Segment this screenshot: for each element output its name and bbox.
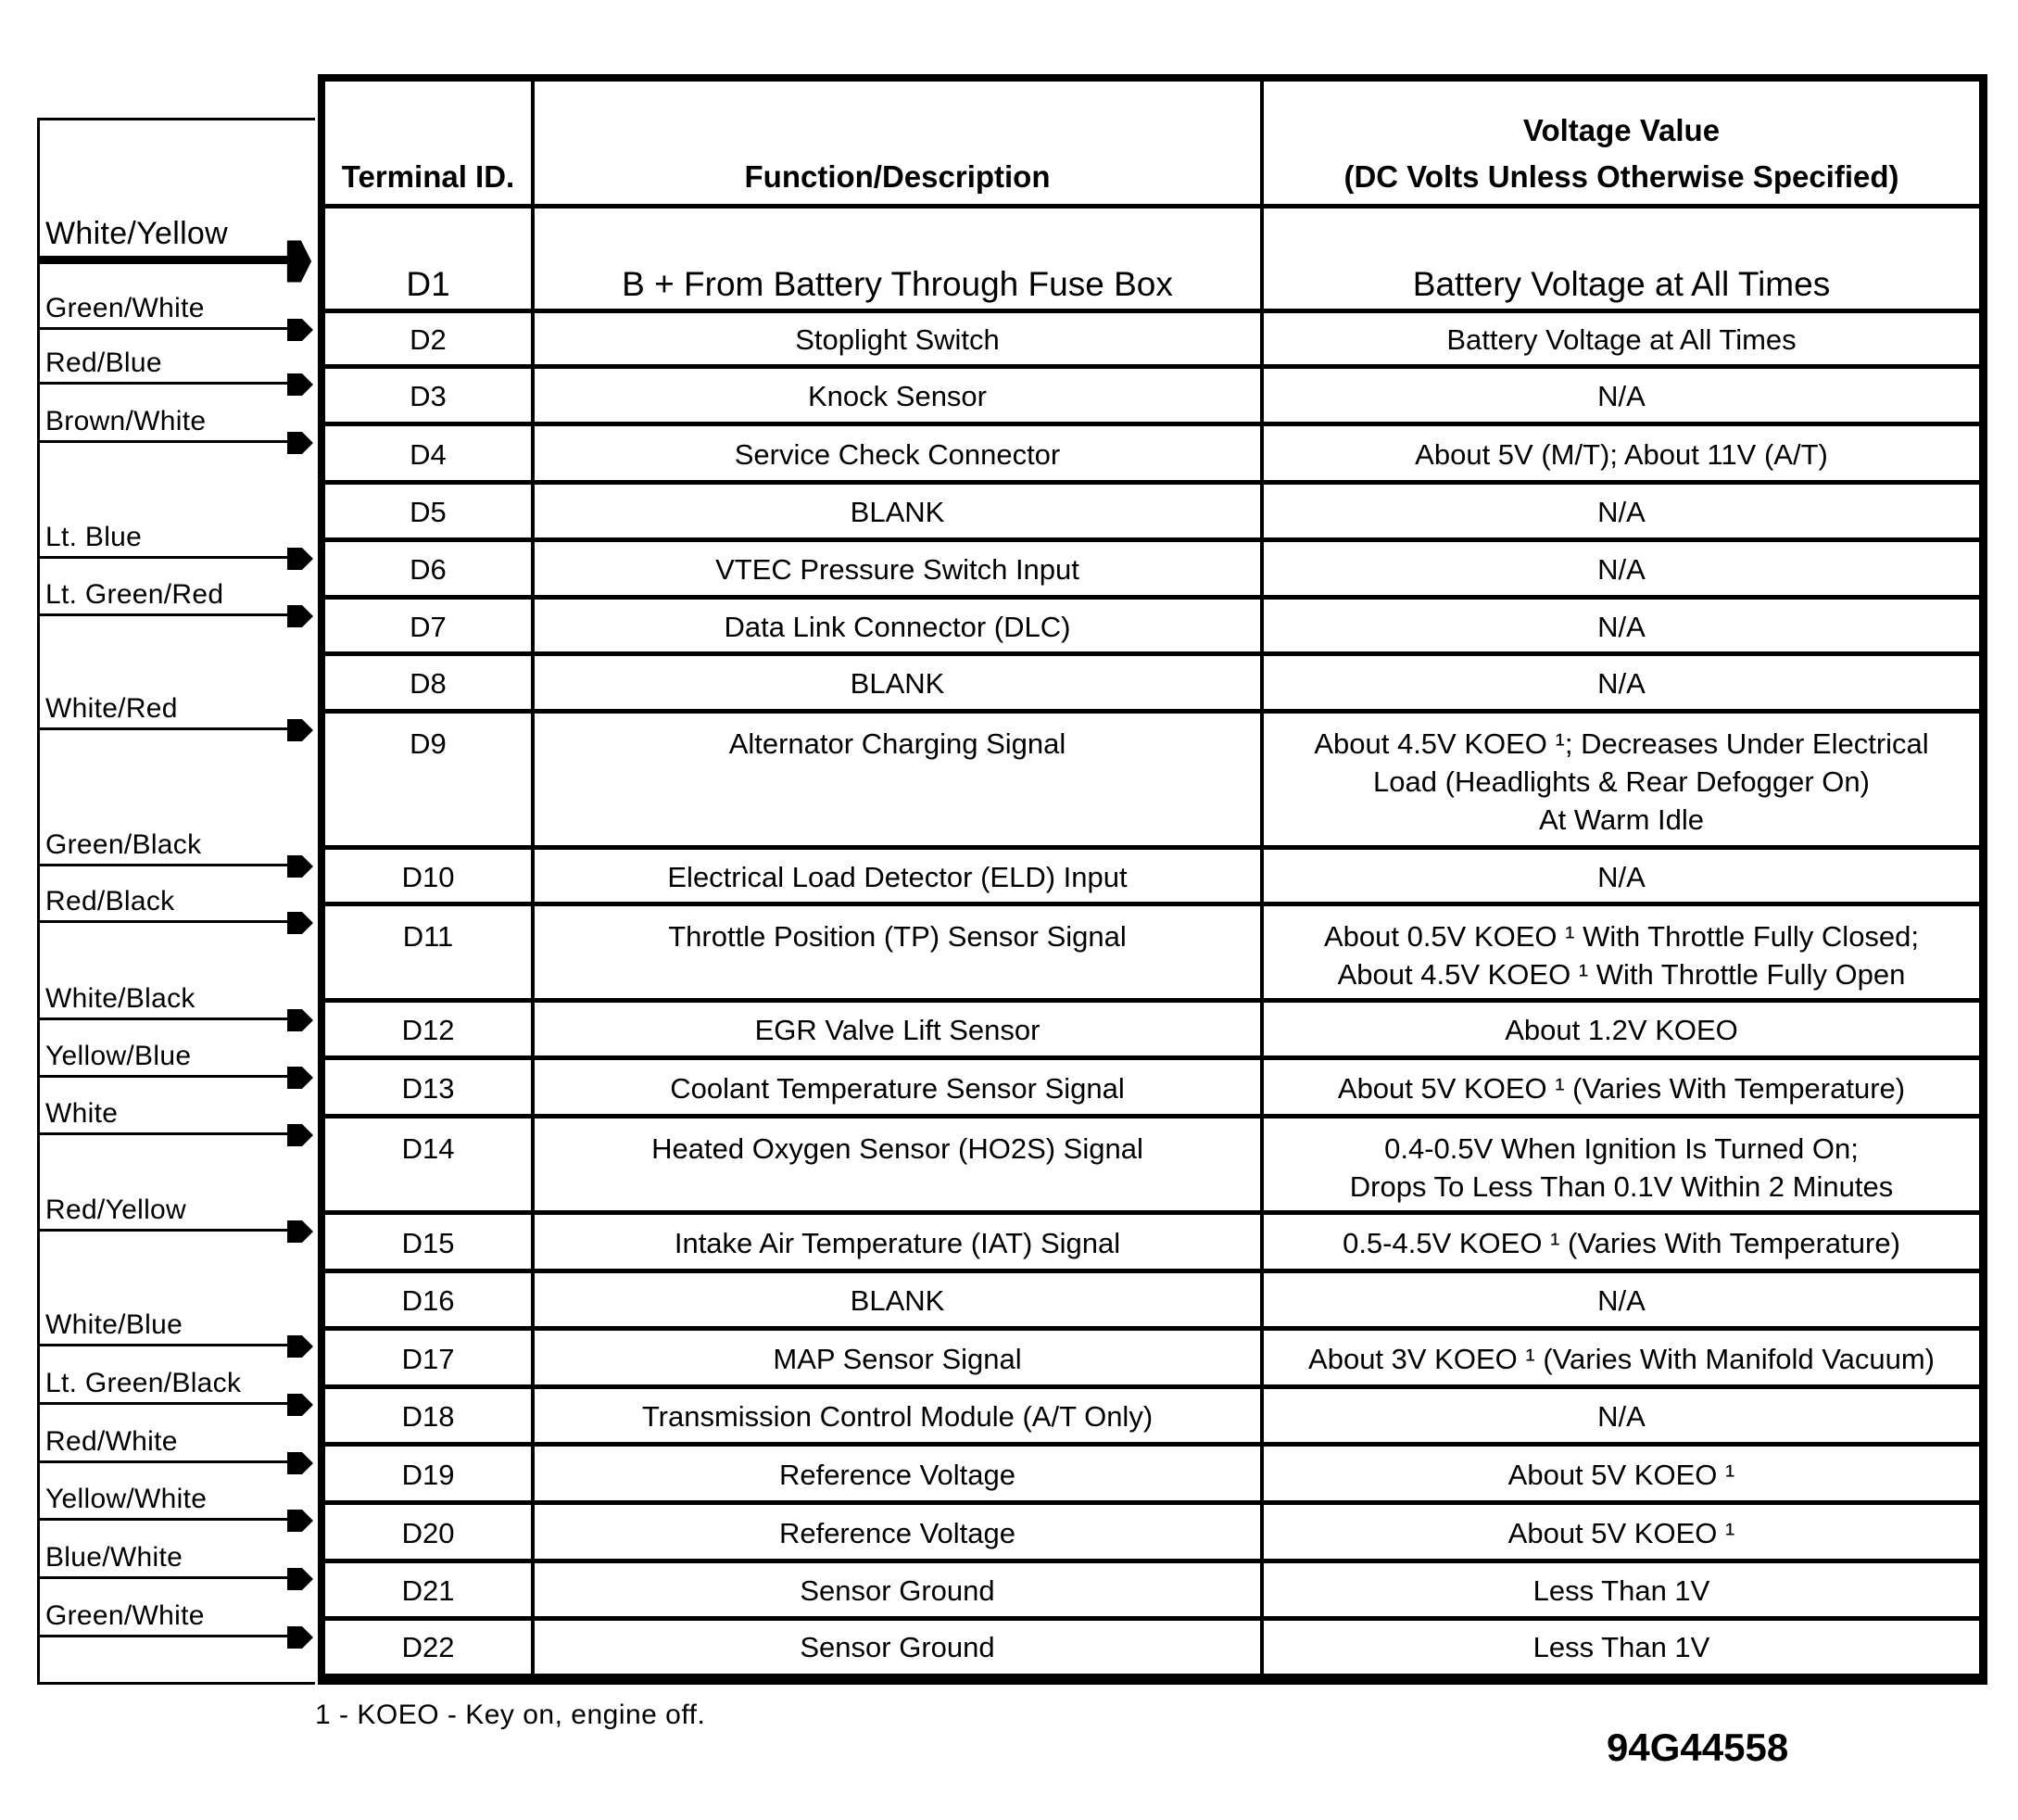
terminal-id-cell-text: D15 — [401, 1226, 455, 1259]
terminal-id-cell-text: D18 — [401, 1400, 455, 1433]
function-cell — [535, 1563, 1260, 1618]
terminal-id-cell — [325, 1389, 531, 1444]
wire-line — [37, 864, 287, 866]
voltage-cell — [1264, 1119, 1979, 1212]
terminal-id-cell — [325, 1273, 531, 1328]
wire-line — [37, 1518, 287, 1521]
voltage-cell — [1264, 600, 1979, 653]
terminal-id-cell-text: D14 — [401, 1132, 455, 1165]
wire-entry — [37, 1523, 292, 1579]
terminal-id-cell — [325, 850, 531, 904]
voltage-line: Load (Headlights & Rear Defogger On) — [1373, 765, 1870, 798]
function-cell — [535, 1389, 1260, 1444]
terminal-id-cell-text: D8 — [410, 667, 447, 700]
wire-entry — [37, 1349, 292, 1405]
voltage-line: About 4.5V KOEO ¹ With Throttle Fully Open — [1337, 958, 1906, 991]
function-cell-text: Intake Air Temperature (IAT) Signal — [674, 1226, 1121, 1259]
wire-line — [37, 256, 287, 264]
function-cell-text: Sensor Ground — [800, 1631, 995, 1663]
wire-line — [37, 440, 287, 443]
terminal-id-cell-text: D2 — [410, 323, 447, 356]
header-function-label: Function/Description — [744, 159, 1051, 194]
wire-line — [37, 613, 287, 616]
voltage-line: 0.4-0.5V When Ignition Is Turned On; — [1384, 1132, 1859, 1165]
voltage-cell-text: N/A — [1597, 860, 1646, 893]
wire-entry — [37, 1022, 292, 1078]
header-terminal-id — [325, 82, 531, 206]
terminal-id-cell-text: D20 — [401, 1516, 455, 1549]
terminal-id-cell-text: D16 — [401, 1284, 455, 1317]
function-cell-text: BLANK — [850, 667, 945, 700]
wire-color-label: Blue/White — [45, 1542, 183, 1573]
wire-line — [37, 727, 287, 730]
voltage-cell — [1264, 1273, 1979, 1328]
wire-line — [37, 1576, 287, 1579]
wire-line — [37, 1229, 287, 1232]
function-cell-text: MAP Sensor Signal — [773, 1342, 1022, 1375]
voltage-cell — [1264, 1215, 1979, 1270]
terminal-id-cell — [325, 313, 531, 366]
voltage-cell — [1264, 1447, 1979, 1502]
function-cell — [535, 369, 1260, 423]
footnote: 1 - KOEO - Key on, engine off. — [315, 1700, 706, 1730]
terminal-id-cell — [325, 1505, 531, 1561]
terminal-id-cell-text: D3 — [410, 380, 447, 412]
wire-color-label: Lt. Green/Red — [45, 579, 224, 610]
voltage-cell-text: N/A — [1597, 667, 1646, 700]
wire-entry — [37, 1291, 292, 1346]
function-cell — [535, 1215, 1260, 1270]
wire-color-label: Red/Yellow — [45, 1194, 186, 1225]
voltage-cell — [1264, 1621, 1979, 1674]
voltage-cell-text: N/A — [1597, 553, 1646, 586]
voltage-cell-text: N/A — [1597, 1284, 1646, 1317]
function-cell-text: Electrical Load Detector (ELD) Input — [667, 860, 1128, 893]
voltage-cell — [1264, 714, 1979, 847]
function-cell-text: Reference Voltage — [778, 1516, 1016, 1549]
voltage-cell — [1264, 1331, 1979, 1386]
function-cell — [535, 906, 1260, 1000]
voltage-cell-text: About 5V KOEO ¹ — [1507, 1516, 1735, 1549]
function-cell-text: Throttle Position (TP) Sensor Signal — [668, 920, 1127, 953]
wire-color-label: White/Blue — [45, 1309, 183, 1340]
wire-entry — [37, 206, 292, 261]
voltage-cell-text: Less Than 1V — [1532, 1631, 1710, 1663]
terminal-id-cell-text: D13 — [401, 1071, 455, 1105]
function-cell — [535, 1003, 1260, 1057]
function-cell-text: EGR Valve Lift Sensor — [754, 1014, 1041, 1046]
voltage-cell-text: N/A — [1597, 1400, 1646, 1433]
wire-entry — [37, 274, 292, 330]
terminal-id-cell — [325, 369, 531, 423]
function-cell-text: BLANK — [850, 496, 945, 528]
wire-color-label: White/Yellow — [45, 216, 228, 251]
terminal-id-cell-text: D22 — [401, 1631, 455, 1663]
voltage-cell-text: N/A — [1597, 496, 1646, 528]
terminal-id-cell-text: D7 — [410, 610, 447, 643]
wire-color-label: Brown/White — [45, 406, 207, 436]
terminal-id-cell-text: D9 — [410, 727, 447, 760]
function-cell-text: Alternator Charging Signal — [728, 727, 1066, 760]
function-cell-text: Sensor Ground — [800, 1574, 995, 1607]
terminal-id-cell-text: D10 — [401, 860, 455, 893]
function-cell-text: Knock Sensor — [808, 380, 987, 412]
wire-color-label: Green/White — [45, 293, 205, 323]
voltage-line: About 0.5V KOEO ¹ With Throttle Fully Closed; — [1323, 920, 1920, 953]
function-cell — [535, 600, 1260, 653]
function-cell — [535, 714, 1260, 847]
voltage-cell — [1264, 1060, 1979, 1116]
wire-entry — [37, 1176, 292, 1232]
wire-entry — [37, 675, 292, 730]
header-voltage-line2: (DC Volts Unless Otherwise Specified) — [1343, 159, 1899, 194]
function-cell — [535, 1119, 1260, 1212]
header-function — [535, 82, 1260, 206]
wire-line — [37, 1344, 287, 1346]
voltage-cell — [1264, 656, 1979, 711]
voltage-cell — [1264, 906, 1979, 1000]
wire-line — [37, 1402, 287, 1405]
terminal-id-cell — [325, 542, 531, 597]
wire-color-label: White/Red — [45, 693, 178, 724]
terminal-id-cell — [325, 906, 531, 1000]
terminal-id-cell-text: D12 — [401, 1014, 455, 1046]
wire-color-label: Yellow/Blue — [45, 1041, 192, 1071]
wire-color-label: Red/Blue — [45, 348, 162, 378]
header-voltage-line1: Voltage Value — [1522, 113, 1721, 147]
terminal-id-cell-text: D17 — [401, 1342, 455, 1375]
wire-entry — [37, 329, 292, 385]
terminal-id-cell — [325, 714, 531, 847]
voltage-cell-text: Battery Voltage at All Times — [1412, 265, 1831, 303]
voltage-cell-text: About 5V KOEO ¹ (Varies With Temperature) — [1337, 1071, 1906, 1105]
voltage-cell — [1264, 313, 1979, 366]
voltage-cell — [1264, 426, 1979, 482]
wire-color-label: Green/White — [45, 1600, 205, 1631]
wire-color-label: White — [45, 1098, 119, 1129]
terminal-table — [318, 74, 1987, 1685]
function-cell-text: B + From Battery Through Fuse Box — [622, 265, 1173, 303]
wire-line — [37, 1075, 287, 1078]
function-cell-text: BLANK — [850, 1284, 945, 1317]
voltage-cell-text: About 5V KOEO ¹ — [1507, 1458, 1735, 1491]
voltage-line: About 4.5V KOEO ¹; Decreases Under Electrical — [1314, 727, 1929, 760]
voltage-cell — [1264, 1505, 1979, 1561]
function-cell — [535, 542, 1260, 597]
terminal-id-cell-text: D1 — [406, 265, 450, 303]
terminal-id-cell-text: D19 — [401, 1458, 455, 1491]
terminal-id-cell — [325, 426, 531, 482]
wire-line — [37, 382, 287, 385]
terminal-id-cell-text: D11 — [402, 920, 454, 953]
wire-entry — [37, 811, 292, 866]
function-cell-text: Coolant Temperature Sensor Signal — [670, 1071, 1125, 1105]
terminal-id-cell — [325, 1331, 531, 1386]
function-cell — [535, 485, 1260, 539]
function-cell — [535, 1331, 1260, 1386]
wire-color-label: Red/White — [45, 1426, 178, 1457]
voltage-cell — [1264, 1389, 1979, 1444]
function-cell — [535, 313, 1260, 366]
voltage-cell-text: Less Than 1V — [1532, 1574, 1710, 1607]
wire-entry — [37, 1465, 292, 1521]
terminal-id-cell — [325, 485, 531, 539]
terminal-id-cell-text: D4 — [410, 437, 447, 471]
wire-color-label: Yellow/White — [45, 1484, 208, 1514]
voltage-cell-text: About 1.2V KOEO — [1505, 1014, 1738, 1046]
wire-entry — [37, 387, 292, 443]
terminal-id-cell — [325, 1003, 531, 1057]
figure-id: 94G44558 — [1607, 1725, 1789, 1769]
wire-line — [37, 1132, 287, 1135]
voltage-cell-text: N/A — [1597, 610, 1646, 643]
wire-entry — [37, 1080, 292, 1135]
header-voltage — [1264, 82, 1979, 206]
voltage-cell — [1264, 850, 1979, 904]
function-cell — [535, 1505, 1260, 1561]
function-cell — [535, 1447, 1260, 1502]
terminal-id-cell — [325, 209, 531, 310]
voltage-cell-text: About 3V KOEO ¹ (Varies With Manifold Vacuum) — [1308, 1342, 1935, 1375]
wire-color-label: Lt. Green/Black — [45, 1368, 242, 1398]
wire-line — [37, 1017, 287, 1020]
wire-entry — [37, 965, 292, 1020]
voltage-cell — [1264, 209, 1979, 310]
voltage-cell — [1264, 1563, 1979, 1618]
terminal-id-cell-text: D21 — [401, 1574, 455, 1607]
terminal-id-cell — [325, 600, 531, 653]
function-cell-text: Stoplight Switch — [795, 323, 1000, 356]
terminal-id-cell — [325, 656, 531, 711]
wire-color-label: Red/Black — [45, 886, 175, 916]
wire-line — [37, 1460, 287, 1463]
voltage-cell — [1264, 369, 1979, 423]
function-cell-text: Reference Voltage — [778, 1458, 1016, 1491]
function-cell — [535, 1273, 1260, 1328]
voltage-cell — [1264, 542, 1979, 597]
function-cell — [535, 426, 1260, 482]
voltage-cell-text: 0.5-4.5V KOEO ¹ (Varies With Temperature) — [1343, 1226, 1900, 1259]
terminal-id-cell — [325, 1119, 531, 1212]
wire-color-label: White/Black — [45, 983, 195, 1014]
function-cell-text: Data Link Connector (DLC) — [724, 610, 1071, 643]
voltage-cell — [1264, 1003, 1979, 1057]
wire-color-label: Green/Black — [45, 829, 202, 860]
header-terminal-id-label: Terminal ID. — [341, 159, 515, 194]
wire-entry — [37, 503, 292, 559]
terminal-id-cell-text: D6 — [410, 553, 447, 586]
voltage-cell-text: N/A — [1597, 380, 1646, 412]
wire-line — [37, 556, 287, 559]
voltage-cell-text: Battery Voltage at All Times — [1446, 323, 1797, 356]
function-cell-text: Heated Oxygen Sensor (HO2S) Signal — [651, 1132, 1143, 1165]
wire-color-label: Lt. Blue — [45, 522, 143, 552]
wire-entry — [37, 1582, 292, 1637]
function-cell — [535, 1060, 1260, 1116]
function-cell — [535, 209, 1260, 310]
wire-line — [37, 920, 287, 923]
voltage-line: Drops To Less Than 0.1V Within 2 Minutes — [1349, 1170, 1894, 1203]
terminal-id-cell — [325, 1215, 531, 1270]
wire-line — [37, 1635, 287, 1637]
function-cell — [535, 850, 1260, 904]
function-cell-text: Service Check Connector — [734, 437, 1061, 471]
voltage-line: At Warm Idle — [1539, 803, 1704, 836]
wire-entry — [37, 867, 292, 923]
terminal-id-cell-text: D5 — [410, 496, 447, 528]
function-cell-text: VTEC Pressure Switch Input — [715, 553, 1079, 586]
voltage-cell — [1264, 485, 1979, 539]
wire-entry — [37, 1408, 292, 1463]
function-cell — [535, 656, 1260, 711]
terminal-id-cell — [325, 1563, 531, 1618]
wire-entry — [37, 561, 292, 616]
terminal-id-cell — [325, 1447, 531, 1502]
terminal-id-cell — [325, 1621, 531, 1674]
terminal-id-cell — [325, 1060, 531, 1116]
function-cell — [535, 1621, 1260, 1674]
voltage-cell-text: About 5V (M/T); About 11V (A/T) — [1415, 437, 1828, 471]
function-cell-text: Transmission Control Module (A/T Only) — [641, 1400, 1154, 1433]
